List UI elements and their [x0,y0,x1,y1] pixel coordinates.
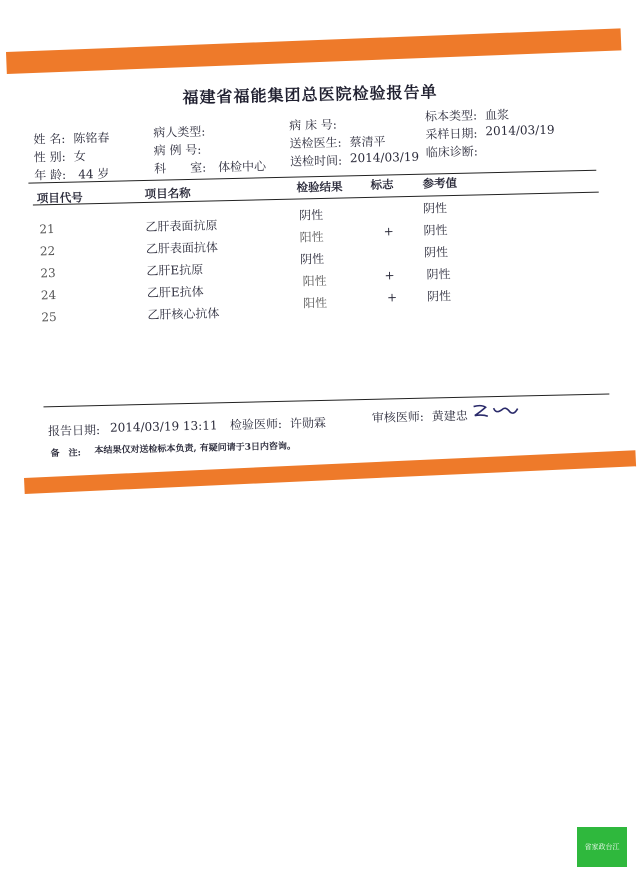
row-flag: + [386,290,398,305]
row-flag: + [383,224,394,239]
reviewer-label: 审核医师: [371,409,425,425]
report-date-value: 2014/03/19 13:11 [109,418,218,435]
specimen-label: 标本类型: [424,108,478,124]
patient-name: 陈铭春 [73,130,110,146]
send-time-label: 送检时间: [289,153,343,169]
tester-label: 检验医师: [229,416,283,433]
row-reference: 阴性 [423,223,448,238]
footer-top-rule [43,393,609,407]
row-result: 阳性 [303,295,328,311]
department-label: 科 室: [153,160,207,176]
sample-date-label: 采样日期: [425,126,478,142]
row-result: 阴性 [299,207,324,223]
row-item-name: 乙肝表面抗原 [145,218,218,234]
reviewer-value: 黄建忠 [431,408,468,424]
col-ref-header: 参考值 [422,175,458,191]
specimen-value: 血浆 [484,107,510,123]
age-label: 年 龄: [34,167,67,183]
row-reference: 阴性 [422,201,448,216]
corner-button-label: 省家政台江 [584,843,620,851]
case-no-label: 病 例 号: [153,142,202,158]
note-label: 备 注: [50,448,81,460]
row-code: 24 [40,287,57,303]
row-code: 22 [39,244,56,259]
row-reference: 阴性 [426,289,452,304]
name-label: 姓 名: [33,131,66,147]
doctor-label: 送检医生: [289,135,342,151]
row-code: 23 [40,266,56,281]
row-reference: 阴性 [423,245,449,260]
sample-date-value: 2014/03/19 [485,122,555,139]
patient-age: 44 岁 [78,166,110,182]
row-item-name: 乙肝E抗体 [146,284,204,300]
patient-gender: 女 [73,149,86,164]
corner-green-button[interactable] [577,827,627,867]
col-name-header: 项目名称 [144,185,191,201]
signature-mark [471,399,521,422]
col-result-header: 检验结果 [296,179,343,195]
row-code: 25 [41,309,57,325]
tester-value: 许勋霖 [289,415,327,431]
col-flag-header: 标志 [370,177,394,192]
row-result: 阳性 [299,229,324,245]
row-item-name: 乙肝E抗原 [146,262,204,278]
row-result: 阳性 [302,273,327,289]
send-time-value: 2014/03/19 [349,149,420,166]
patient-type-label: 病人类型: [153,124,206,140]
gender-label: 性 别: [33,149,66,165]
col-code-header: 项目代号 [36,190,83,206]
row-result: 阴性 [300,251,325,267]
row-item-name: 乙肝核心抗体 [147,306,220,322]
diagnosis-label: 临床诊断: [425,144,479,160]
doctor-value: 蔡清平 [349,134,386,150]
department-value: 体检中心 [217,159,267,175]
row-reference: 阴性 [426,267,451,282]
row-item-name: 乙肝表面抗体 [145,240,219,256]
row-code: 21 [39,222,55,237]
bed-no-label: 病 床 号: [289,117,338,133]
report-title: 福建省福能集团总医院检验报告单 [182,82,438,108]
note-text: 本结果仅对送检标本负责, 有疑问请于3日内咨询。 [94,441,297,457]
row-flag: + [384,268,395,283]
report-date-label: 报告日期: [47,423,101,439]
